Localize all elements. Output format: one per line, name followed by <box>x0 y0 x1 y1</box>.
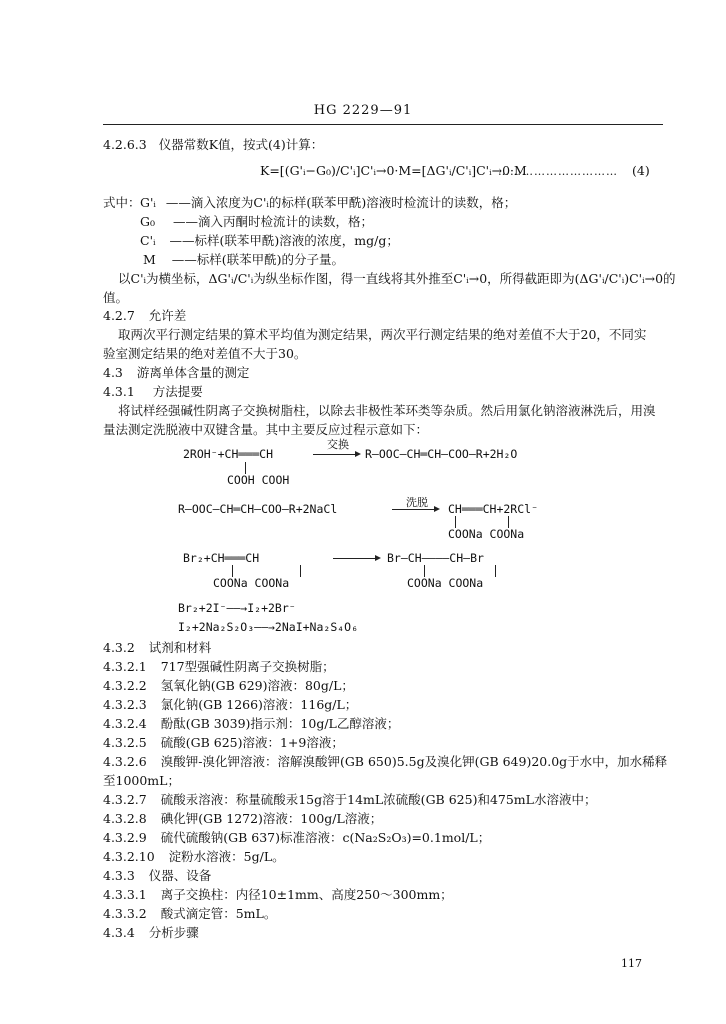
section-number: 4.3 <box>103 365 123 380</box>
list-item <box>103 754 667 770</box>
section-4-3-4-heading <box>103 925 199 941</box>
section-text: 仪器常数K值，按式(4)计算： <box>158 137 324 152</box>
where-symbol: M <box>143 252 156 267</box>
paragraph-line: 取两次平行测定结果的算术平均值为测定结果，两次平行测定结果的绝对差值不大于20，不同实 <box>118 327 647 342</box>
reaction-arrow <box>333 558 379 559</box>
item-text: 至1000mL； <box>103 773 180 788</box>
where-desc: ——标样(联苯甲酰)的分子量。 <box>171 252 345 267</box>
list-item-continuation <box>103 773 180 789</box>
where-item <box>140 195 516 211</box>
item-text: 酸式滴定管：5mL。 <box>160 906 277 921</box>
reaction-2-substituents: COONa COONa <box>448 527 525 541</box>
section-title: 游离单体含量的测定 <box>136 365 250 380</box>
list-item <box>103 887 453 903</box>
reaction-arrow <box>392 509 438 510</box>
item-number: 4.3.2.9 <box>103 830 147 845</box>
reaction-1-substituents: COOH COOH <box>227 473 290 487</box>
where-item <box>140 214 373 230</box>
reaction-condition: 洗脱 <box>406 496 428 509</box>
section-title: 试剂和材料 <box>148 640 212 655</box>
paragraph-line: 验室测定结果的绝对差值不大于30。 <box>103 346 307 361</box>
item-text: 碘化钾(GB 1272)溶液：100g/L溶液； <box>160 811 383 826</box>
item-text: 氢氧化钠(GB 629)溶液：80g/L； <box>160 678 354 693</box>
bond-line <box>495 565 496 577</box>
list-item <box>103 716 399 732</box>
item-number: 4.3.2.3 <box>103 697 147 712</box>
list-item <box>103 906 276 922</box>
item-text: 酚酞(GB 3039)指示剂：10g/L乙醇溶液； <box>160 716 400 731</box>
formula-4: K=[(G'ᵢ−G₀)/C'ᵢ]C'ᵢ→0·M=[ΔG'ᵢ/C'ᵢ]C'ᵢ→0·M <box>260 163 527 178</box>
section-number: 4.2.6.3 <box>103 137 147 152</box>
reaction-1-right: R—OOC—CH═CH—COO—R+2H₂O <box>365 447 518 461</box>
item-number: 4.3.3.2 <box>103 906 147 921</box>
item-number: 4.3.2.5 <box>103 735 147 750</box>
item-number: 4.3.2.1 <box>103 659 147 674</box>
section-title: 分析步骤 <box>148 925 199 940</box>
item-text: 硫代硫酸钠(GB 637)标准溶液：c(Na₂S₂O₃)=0.1mol/L； <box>160 830 491 845</box>
reaction-5: I₂+2Na₂S₂O₃——→2NaI+Na₂S₄O₆ <box>178 620 359 634</box>
reaction-3-left-substituents: COONa COONa <box>213 576 290 590</box>
equation-number: (4) <box>632 163 650 178</box>
reaction-1-left: 2ROH⁻+CH═══CH <box>183 447 274 461</box>
item-text: 溴酸钾-溴化钾溶液：溶解溴酸钾(GB 650)5.5g及溴化钾(GB 649)20.0g于水中，加水稀释 <box>160 754 668 769</box>
item-text: 硫酸汞溶液：称量硫酸汞15g溶于14mL浓硫酸(GB 625)和475mL水溶液中； <box>160 792 597 807</box>
header-rule <box>103 124 663 125</box>
where-lead: 式中： <box>103 195 141 210</box>
section-number: 4.3.4 <box>103 925 135 940</box>
item-number: 4.3.2.8 <box>103 811 147 826</box>
section-title: 仪器、设备 <box>148 868 212 883</box>
list-item <box>103 830 490 846</box>
where-symbol: G₀ <box>140 214 155 229</box>
where-desc: ——滴入浓度为C'ᵢ的标样(联苯甲酰)溶液时检流计的读数，格； <box>165 195 517 210</box>
reaction-3-right-substituents: COONa COONa <box>407 576 484 590</box>
page-number: 117 <box>621 957 642 970</box>
section-title: 允许差 <box>148 308 187 323</box>
paragraph-line: 将试样经强碱性阴离子交换树脂柱，以除去非极性苯环类等杂质。然后用氯化钠溶液淋洗后，用溴 <box>118 403 656 418</box>
section-number: 4.2.7 <box>103 308 135 323</box>
section-number: 4.3.1 <box>103 384 135 399</box>
reaction-arrow <box>313 454 359 455</box>
item-text: 717型强碱性阴离子交换树脂； <box>160 659 335 674</box>
item-number: 4.3.2.7 <box>103 792 147 807</box>
reaction-condition: 交换 <box>327 438 349 451</box>
reaction-2-right: CH═══CH+2RCl⁻ <box>448 502 539 516</box>
formula-leader-dots: ………………………… <box>498 165 618 178</box>
bond-line <box>300 565 301 577</box>
item-text: 氯化钠(GB 1266)溶液：116g/L； <box>160 697 358 712</box>
reaction-2-left: R—OOC—CH═CH—COO—R+2NaCl <box>178 502 338 516</box>
list-item <box>103 697 357 713</box>
list-item <box>103 735 344 751</box>
where-item <box>143 252 344 268</box>
section-4-3-1-heading <box>103 384 203 400</box>
item-number: 4.3.2.2 <box>103 678 147 693</box>
list-item <box>103 811 382 827</box>
item-text: 硫酸(GB 625)溶液：1+9溶液； <box>160 735 344 750</box>
reaction-3-left: Br₂+CH═══CH <box>183 551 260 565</box>
extrapolation-text-cont: 值。 <box>103 290 129 305</box>
section-number: 4.3.2 <box>103 640 135 655</box>
section-4-3-heading <box>103 365 249 381</box>
section-4-3-2-heading <box>103 640 211 656</box>
running-header: HG 2229—91 <box>313 103 413 118</box>
item-number: 4.3.2.10 <box>103 849 155 864</box>
list-item <box>103 659 335 675</box>
item-number: 4.3.2.6 <box>103 754 147 769</box>
list-item <box>103 792 596 808</box>
section-number: 4.3.3 <box>103 868 135 883</box>
reaction-3-right: Br—CH————CH—Br <box>387 551 484 565</box>
item-text: 离子交换柱：内径10±1mm、高度250～300mm； <box>160 887 453 902</box>
where-symbol: G'ᵢ <box>140 195 156 210</box>
where-item <box>140 233 399 249</box>
item-text: 淀粉水溶液：5g/L。 <box>168 849 285 864</box>
list-item <box>103 678 354 694</box>
paragraph-line: 量法测定洗脱液中双键含量。其中主要反应过程示意如下： <box>103 422 429 437</box>
reaction-4: Br₂+2I⁻——→I₂+2Br⁻ <box>178 601 296 615</box>
where-symbol: C'ᵢ <box>140 233 156 248</box>
section-title: 方法提要 <box>152 384 203 399</box>
extrapolation-text: 以C'ᵢ为横坐标，ΔG'ᵢ/C'ᵢ为纵坐标作图，得一直线将其外推至C'ᵢ→0，所得截距即为(ΔG'ᵢ/C'ᵢ)C'ᵢ→0的 <box>118 271 676 286</box>
where-desc: ——滴入丙酮时检流计的读数，格； <box>172 214 373 229</box>
where-desc: ——标样(联苯甲酰)溶液的浓度，mg/g； <box>169 233 399 248</box>
section-4-2-6-3 <box>103 137 323 153</box>
section-4-2-7-heading <box>103 308 186 324</box>
item-number: 4.3.3.1 <box>103 887 147 902</box>
list-item <box>103 849 285 865</box>
section-4-3-3-heading <box>103 868 211 884</box>
item-number: 4.3.2.4 <box>103 716 147 731</box>
